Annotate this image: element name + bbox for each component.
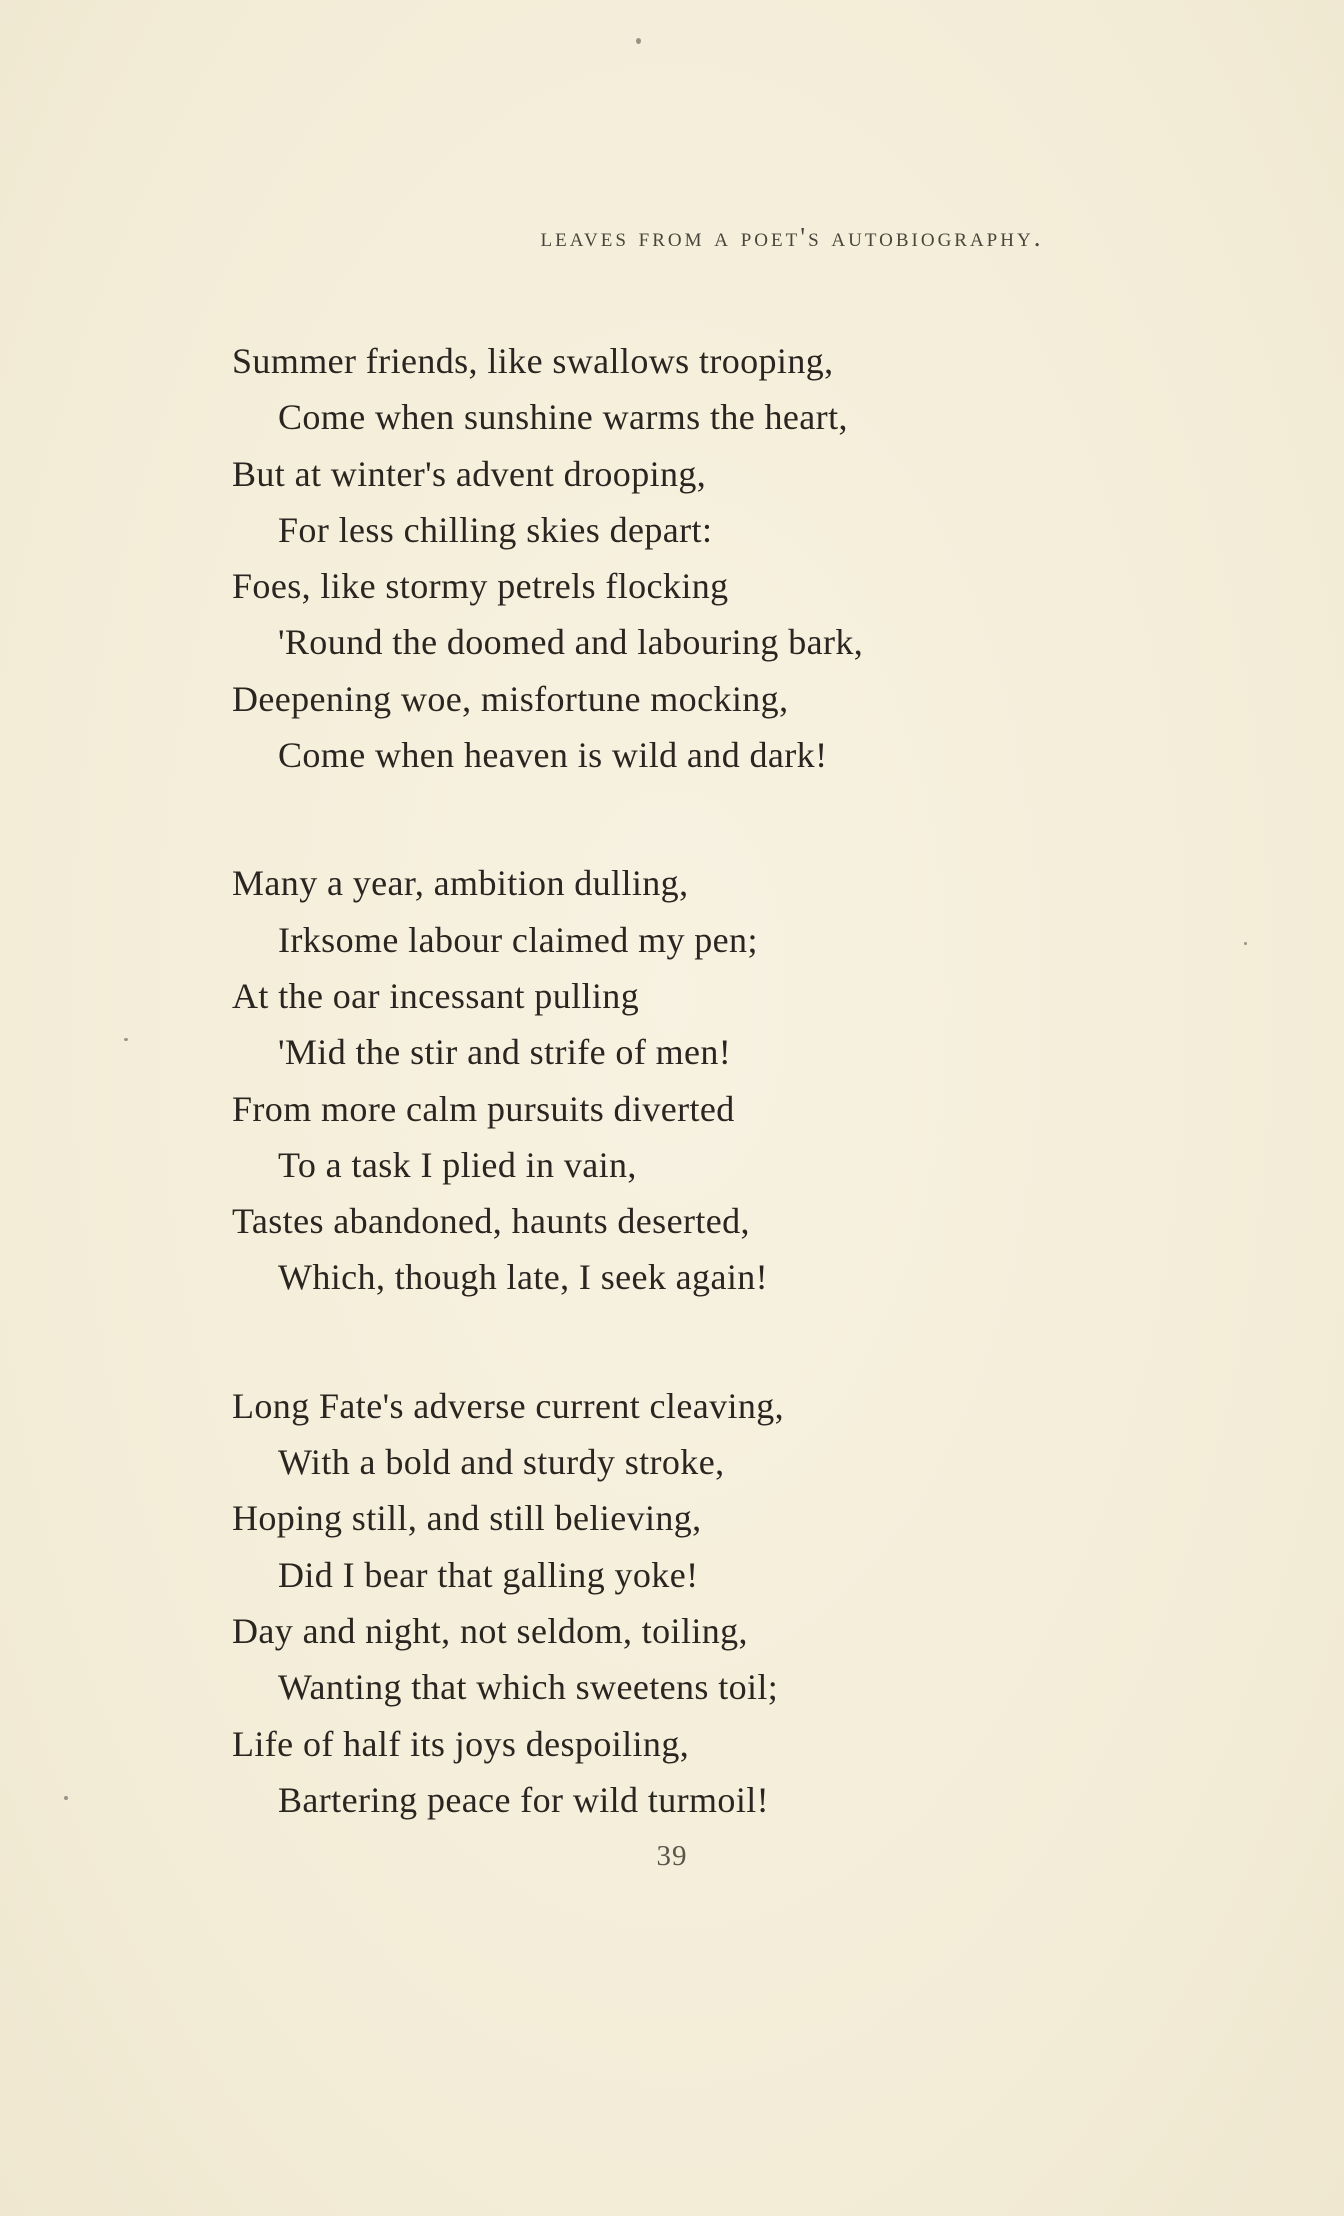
paper-speck [1244, 942, 1247, 945]
poem [232, 333, 1132, 1828]
verse-line: Life of half its joys despoiling, [232, 1723, 690, 1764]
verse-line: Tastes abandoned, haunts deserted, [232, 1201, 750, 1242]
verse-line: Day and night, not seldom, toiling, [232, 1610, 748, 1651]
verse-line: Irksome labour claimed my pen; [278, 919, 758, 960]
verse-line: Come when heaven is wild and dark! [278, 735, 828, 776]
page-number: 39 [656, 1840, 688, 1872]
verse-line: Did I bear that galling yoke! [278, 1554, 699, 1595]
verse-line: Long Fate's adverse current cleaving, [232, 1385, 785, 1426]
verse-line: Which, though late, I seek again! [278, 1257, 769, 1298]
verse-line: Summer friends, like swallows trooping, [232, 341, 834, 381]
verse-line: Hoping still, and still believing, [232, 1498, 702, 1539]
verse-line: Bartering peace for wild turmoil! [278, 1779, 770, 1820]
verse-line: To a task I plied in vain, [278, 1144, 637, 1185]
running-header [0, 222, 1344, 253]
running-title: leaves from a poet's autobiography. [540, 222, 1044, 252]
verse-line: Come when sunshine warms the heart, [278, 397, 848, 438]
stanza-1 [232, 333, 1132, 783]
verse-line: Foes, like stormy petrels flocking [232, 566, 729, 607]
paper-speck [64, 1796, 68, 1800]
verse-line: With a bold and sturdy stroke, [278, 1442, 725, 1483]
verse-line: 'Round the doomed and labouring bark, [278, 622, 864, 663]
verse-line: From more calm pursuits diverted [232, 1088, 735, 1129]
paper-speck [124, 1038, 128, 1041]
verse-line: Deepening woe, misfortune mocking, [232, 678, 789, 719]
verse-line: Many a year, ambition dulling, [232, 863, 689, 904]
stanza-2 [232, 855, 1132, 1305]
verse-line: 'Mid the stir and strife of men! [278, 1032, 732, 1073]
verse-line: At the oar incessant pulling [232, 975, 640, 1016]
verse-line: But at winter's advent drooping, [232, 453, 707, 494]
verse-line: Wanting that which sweetens toil; [278, 1667, 779, 1708]
stanza-3 [232, 1378, 1132, 1828]
paper-speck [636, 38, 641, 44]
verse-line: For less chilling skies depart: [278, 509, 713, 550]
